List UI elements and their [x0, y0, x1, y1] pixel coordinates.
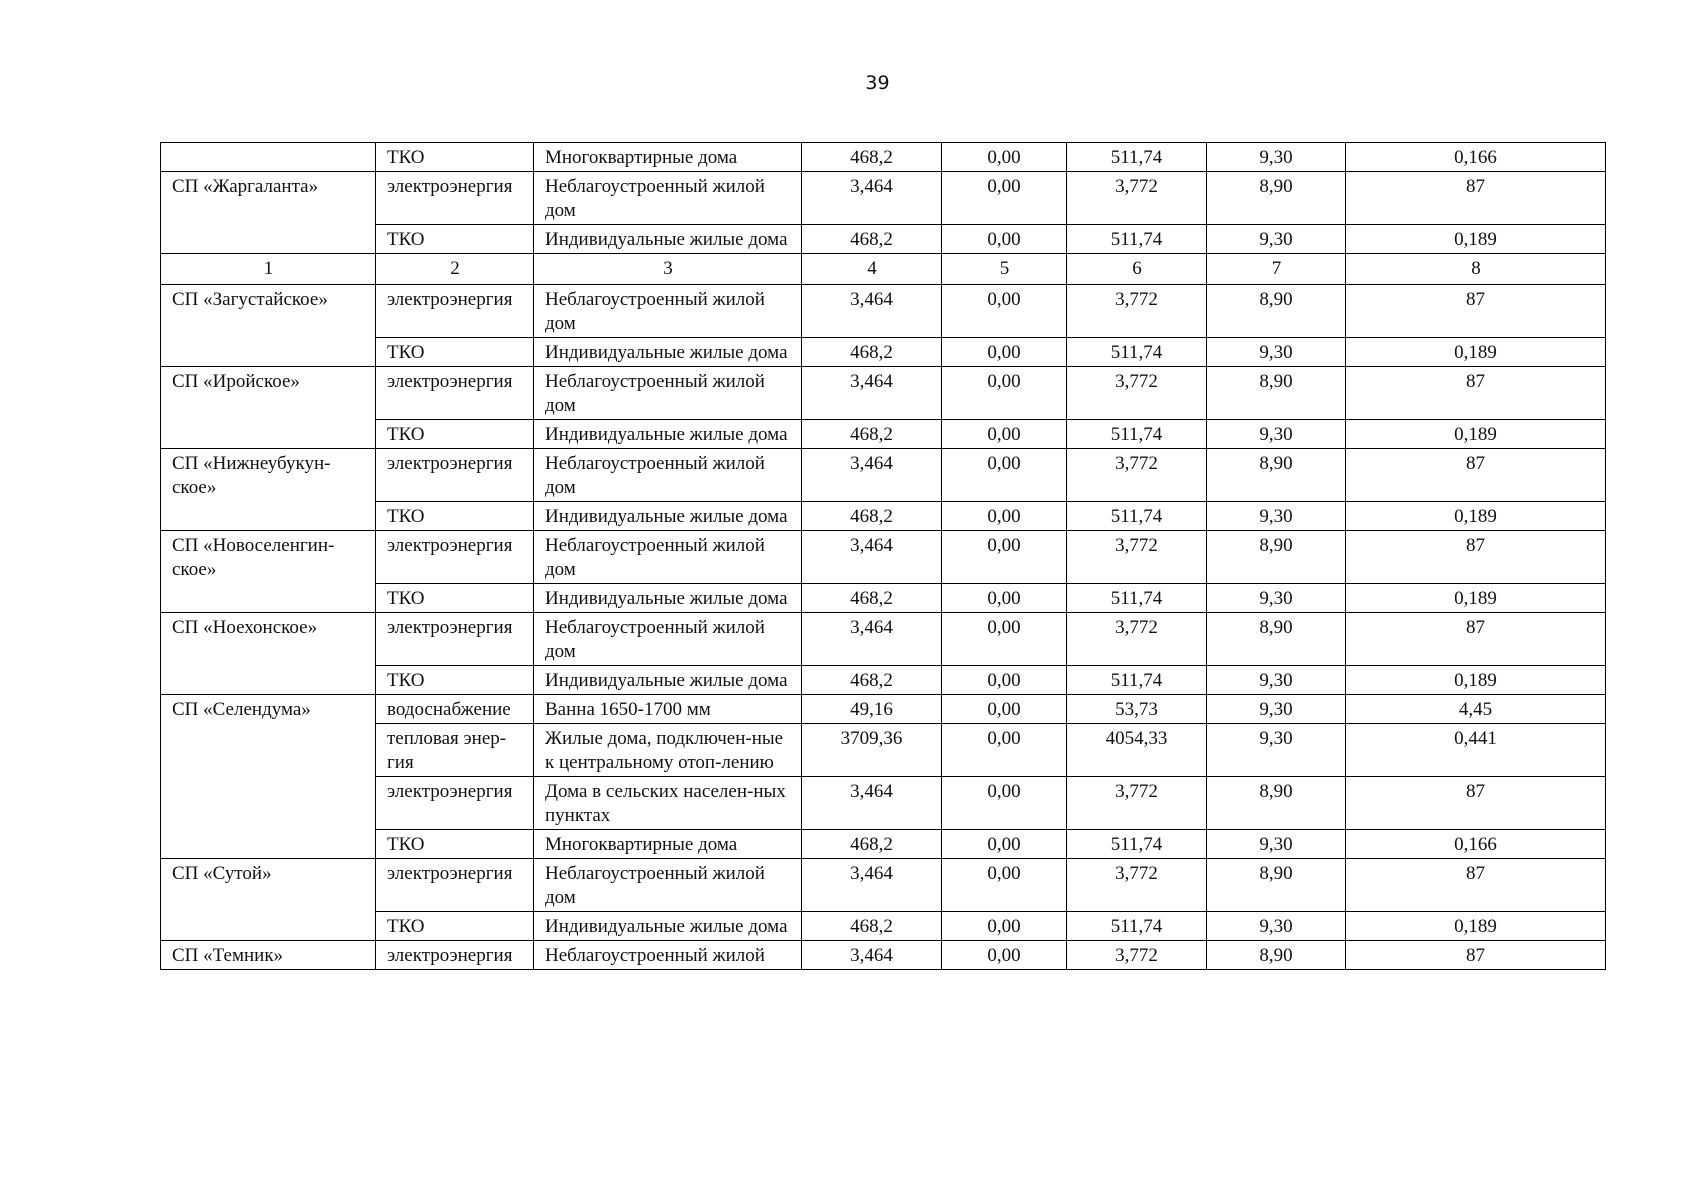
value-cell: 0,441 [1346, 724, 1606, 777]
table-row [161, 724, 1606, 777]
value-cell: 0,00 [942, 724, 1067, 777]
value-cell: 0,00 [942, 830, 1067, 859]
value-cell: 0,00 [942, 912, 1067, 941]
column-numbers-row [161, 254, 1606, 285]
settlement-cell: СП «Сутой» [161, 859, 376, 941]
column-number: 6 [1067, 254, 1207, 285]
column-number: 8 [1346, 254, 1606, 285]
value-cell: 3,772 [1067, 285, 1207, 338]
value-cell: 3,464 [802, 777, 942, 830]
value-cell: 3,772 [1067, 449, 1207, 502]
value-cell: 511,74 [1067, 143, 1207, 172]
category-cell: Многоквартирные дома [534, 143, 802, 172]
table-row [161, 420, 1606, 449]
table-row [161, 367, 1606, 420]
value-cell: 87 [1346, 613, 1606, 666]
value-cell: 8,90 [1207, 285, 1346, 338]
table-row [161, 584, 1606, 613]
table-row [161, 143, 1606, 172]
value-cell: 468,2 [802, 338, 942, 367]
column-number: 2 [376, 254, 534, 285]
resource-cell: ТКО [376, 338, 534, 367]
value-cell: 3,464 [802, 859, 942, 912]
resource-cell: ТКО [376, 830, 534, 859]
value-cell: 0,00 [942, 420, 1067, 449]
settlement-cell: СП «Темник» [161, 941, 376, 970]
settlement-cell: СП «Селендума» [161, 695, 376, 859]
value-cell: 87 [1346, 531, 1606, 584]
category-cell: Неблагоустроенный жилой [534, 941, 802, 970]
category-cell: Индивидуальные жилые дома [534, 420, 802, 449]
value-cell: 87 [1346, 777, 1606, 830]
value-cell: 49,16 [802, 695, 942, 724]
value-cell: 9,30 [1207, 724, 1346, 777]
table-row [161, 666, 1606, 695]
value-cell: 0,166 [1346, 143, 1606, 172]
settlement-cell: СП «Загустайское» [161, 285, 376, 367]
resource-cell: электроэнергия [376, 613, 534, 666]
table-row [161, 859, 1606, 912]
settlement-cell: СП «Нижнеубукун-ское» [161, 449, 376, 531]
value-cell: 87 [1346, 941, 1606, 970]
table-row [161, 225, 1606, 254]
category-cell: Индивидуальные жилые дома [534, 502, 802, 531]
value-cell: 0,00 [942, 859, 1067, 912]
value-cell: 0,00 [942, 338, 1067, 367]
value-cell: 0,00 [942, 666, 1067, 695]
value-cell: 3,464 [802, 172, 942, 225]
value-cell: 3,772 [1067, 172, 1207, 225]
category-cell: Индивидуальные жилые дома [534, 666, 802, 695]
value-cell: 468,2 [802, 143, 942, 172]
resource-cell: электроэнергия [376, 777, 534, 830]
value-cell: 87 [1346, 859, 1606, 912]
category-cell: Неблагоустроенный жилой дом [534, 367, 802, 420]
resource-cell: электроэнергия [376, 172, 534, 225]
value-cell: 8,90 [1207, 449, 1346, 502]
value-cell: 3709,36 [802, 724, 942, 777]
value-cell: 0,189 [1346, 666, 1606, 695]
value-cell: 3,772 [1067, 859, 1207, 912]
value-cell: 4054,33 [1067, 724, 1207, 777]
value-cell: 87 [1346, 172, 1606, 225]
value-cell: 3,464 [802, 367, 942, 420]
settlement-cell: СП «Иройское» [161, 367, 376, 449]
value-cell: 9,30 [1207, 695, 1346, 724]
table-row [161, 830, 1606, 859]
value-cell: 511,74 [1067, 225, 1207, 254]
value-cell: 0,00 [942, 367, 1067, 420]
value-cell: 9,30 [1207, 338, 1346, 367]
table-row [161, 695, 1606, 724]
value-cell: 511,74 [1067, 584, 1207, 613]
value-cell: 87 [1346, 285, 1606, 338]
column-number: 7 [1207, 254, 1346, 285]
value-cell: 3,464 [802, 613, 942, 666]
value-cell: 0,189 [1346, 502, 1606, 531]
value-cell: 3,772 [1067, 777, 1207, 830]
value-cell: 3,464 [802, 449, 942, 502]
value-cell: 8,90 [1207, 367, 1346, 420]
value-cell: 9,30 [1207, 143, 1346, 172]
value-cell: 3,772 [1067, 367, 1207, 420]
settlement-cell [161, 143, 376, 172]
value-cell: 8,90 [1207, 941, 1346, 970]
column-number: 5 [942, 254, 1067, 285]
category-cell: Жилые дома, подключен-ные к центральному отоп-лению [534, 724, 802, 777]
resource-cell: ТКО [376, 502, 534, 531]
table-row [161, 777, 1606, 830]
category-cell: Неблагоустроенный жилой дом [534, 613, 802, 666]
value-cell: 87 [1346, 367, 1606, 420]
resource-cell: электроэнергия [376, 941, 534, 970]
page-number: 39 [865, 72, 890, 94]
resource-cell: электроэнергия [376, 367, 534, 420]
category-cell: Индивидуальные жилые дома [534, 912, 802, 941]
category-cell: Индивидуальные жилые дома [534, 338, 802, 367]
value-cell: 468,2 [802, 502, 942, 531]
value-cell: 0,189 [1346, 584, 1606, 613]
value-cell: 9,30 [1207, 666, 1346, 695]
category-cell: Многоквартирные дома [534, 830, 802, 859]
column-number: 1 [161, 254, 376, 285]
category-cell: Индивидуальные жилые дома [534, 584, 802, 613]
value-cell: 0,189 [1346, 225, 1606, 254]
category-cell: Индивидуальные жилые дома [534, 225, 802, 254]
settlement-cell: СП «Новоселенгин-ское» [161, 531, 376, 613]
value-cell: 3,772 [1067, 941, 1207, 970]
value-cell: 511,74 [1067, 912, 1207, 941]
table-row [161, 172, 1606, 225]
value-cell: 8,90 [1207, 777, 1346, 830]
value-cell: 8,90 [1207, 531, 1346, 584]
resource-cell: ТКО [376, 225, 534, 254]
value-cell: 3,464 [802, 531, 942, 584]
table-row [161, 912, 1606, 941]
value-cell: 0,189 [1346, 338, 1606, 367]
column-number: 4 [802, 254, 942, 285]
value-cell: 511,74 [1067, 338, 1207, 367]
value-cell: 511,74 [1067, 830, 1207, 859]
value-cell: 0,00 [942, 695, 1067, 724]
value-cell: 0,00 [942, 531, 1067, 584]
value-cell: 0,166 [1346, 830, 1606, 859]
value-cell: 0,00 [942, 172, 1067, 225]
value-cell: 9,30 [1207, 225, 1346, 254]
category-cell: Неблагоустроенный жилой дом [534, 531, 802, 584]
value-cell: 468,2 [802, 225, 942, 254]
value-cell: 0,00 [942, 449, 1067, 502]
value-cell: 511,74 [1067, 420, 1207, 449]
settlement-cell: СП «Жаргаланта» [161, 172, 376, 254]
resource-cell: ТКО [376, 666, 534, 695]
value-cell: 0,189 [1346, 912, 1606, 941]
value-cell: 8,90 [1207, 172, 1346, 225]
table-row [161, 613, 1606, 666]
resource-cell: ТКО [376, 584, 534, 613]
value-cell: 8,90 [1207, 859, 1346, 912]
table-row [161, 449, 1606, 502]
resource-cell: ТКО [376, 143, 534, 172]
category-cell: Неблагоустроенный жилой дом [534, 449, 802, 502]
settlement-cell: СП «Ноехонское» [161, 613, 376, 695]
category-cell: Неблагоустроенный жилой дом [534, 172, 802, 225]
table-row [161, 502, 1606, 531]
value-cell: 9,30 [1207, 502, 1346, 531]
resource-cell: ТКО [376, 912, 534, 941]
value-cell: 0,189 [1346, 420, 1606, 449]
resource-cell: тепловая энер-гия [376, 724, 534, 777]
table-row [161, 531, 1606, 584]
value-cell: 511,74 [1067, 502, 1207, 531]
value-cell: 0,00 [942, 613, 1067, 666]
value-cell: 8,90 [1207, 613, 1346, 666]
category-cell: Дома в сельских населен-ных пунктах [534, 777, 802, 830]
value-cell: 3,772 [1067, 613, 1207, 666]
resource-cell: электроэнергия [376, 531, 534, 584]
value-cell: 9,30 [1207, 912, 1346, 941]
value-cell: 3,772 [1067, 531, 1207, 584]
value-cell: 9,30 [1207, 830, 1346, 859]
value-cell: 468,2 [802, 666, 942, 695]
category-cell: Неблагоустроенный жилой дом [534, 285, 802, 338]
value-cell: 468,2 [802, 420, 942, 449]
value-cell: 9,30 [1207, 584, 1346, 613]
table-row [161, 338, 1606, 367]
value-cell: 0,00 [942, 502, 1067, 531]
value-cell: 3,464 [802, 285, 942, 338]
value-cell: 4,45 [1346, 695, 1606, 724]
value-cell: 87 [1346, 449, 1606, 502]
resource-cell: ТКО [376, 420, 534, 449]
tariff-table [160, 142, 1606, 970]
value-cell: 53,73 [1067, 695, 1207, 724]
value-cell: 3,464 [802, 941, 942, 970]
table-row [161, 941, 1606, 970]
value-cell: 0,00 [942, 777, 1067, 830]
value-cell: 468,2 [802, 584, 942, 613]
value-cell: 511,74 [1067, 666, 1207, 695]
resource-cell: водоснабжение [376, 695, 534, 724]
value-cell: 0,00 [942, 143, 1067, 172]
category-cell: Ванна 1650-1700 мм [534, 695, 802, 724]
value-cell: 0,00 [942, 584, 1067, 613]
value-cell: 9,30 [1207, 420, 1346, 449]
resource-cell: электроэнергия [376, 859, 534, 912]
value-cell: 0,00 [942, 941, 1067, 970]
category-cell: Неблагоустроенный жилой дом [534, 859, 802, 912]
value-cell: 468,2 [802, 830, 942, 859]
value-cell: 0,00 [942, 285, 1067, 338]
table-row [161, 285, 1606, 338]
column-number: 3 [534, 254, 802, 285]
resource-cell: электроэнергия [376, 449, 534, 502]
resource-cell: электроэнергия [376, 285, 534, 338]
value-cell: 0,00 [942, 225, 1067, 254]
value-cell: 468,2 [802, 912, 942, 941]
